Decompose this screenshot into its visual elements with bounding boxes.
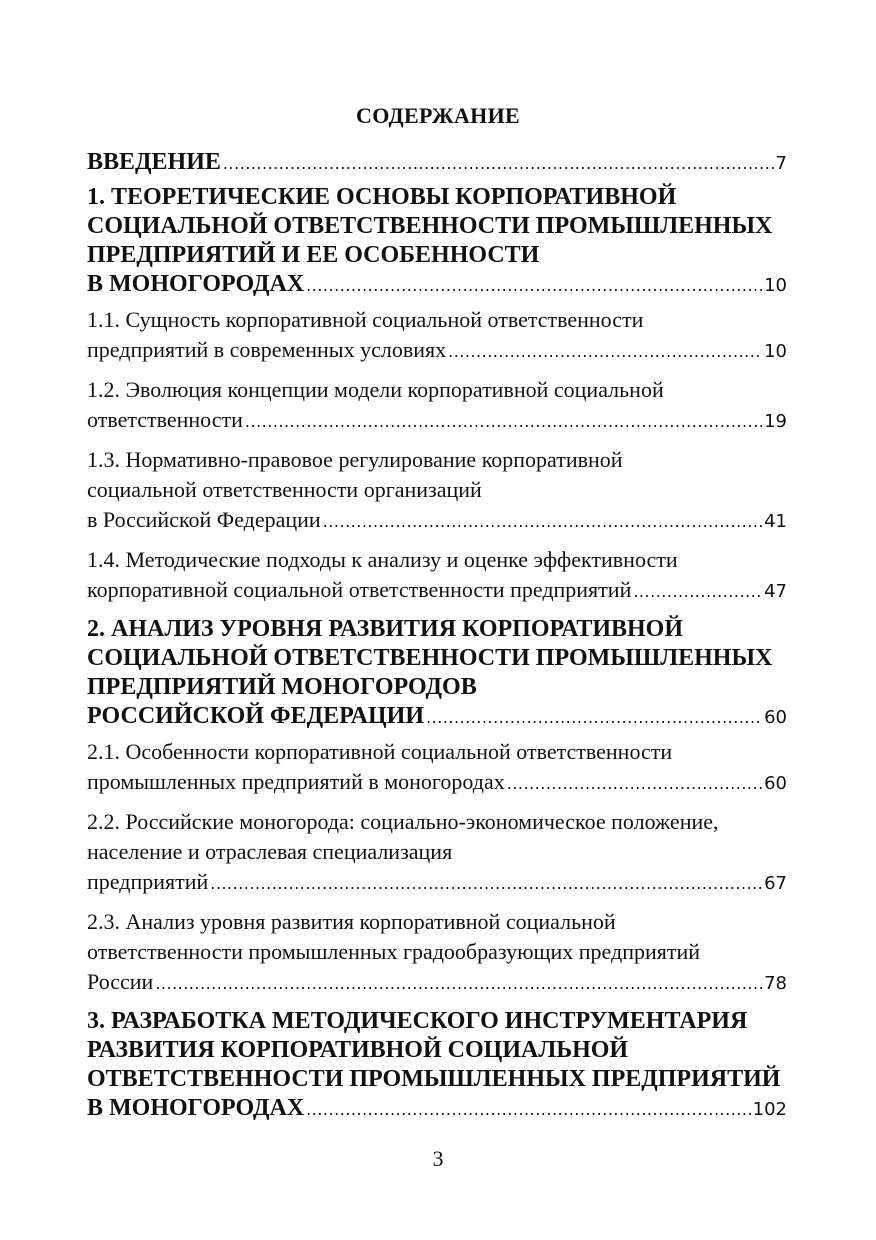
toc-entry-title-tail: в Российской Федерации (87, 507, 321, 532)
toc-entry-last-line (87, 702, 787, 732)
toc-page-number: 19 (764, 411, 787, 432)
dot-leader (306, 271, 762, 300)
toc-entry-last-line (87, 148, 787, 178)
toc-page-number: 7 (775, 153, 787, 174)
toc-entry[interactable] (87, 183, 787, 300)
toc-entry-line: 3. РАЗРАБОТКА МЕТОДИЧЕСКОГО ИНСТРУМЕНТАРИЯ (87, 1008, 748, 1034)
toc-entry-line: ПРЕДПРИЯТИЙ МОНОГОРОДОВ (87, 674, 477, 700)
toc-entry-last-line (87, 967, 787, 999)
toc-entry-line: 2.1. Особенности корпоративной социальной ответственности (87, 739, 673, 764)
toc-entry[interactable] (87, 148, 787, 178)
dot-leader (306, 1095, 750, 1124)
dot-leader (155, 969, 762, 999)
toc-entry-line: ПРЕДПРИЯТИЙ И ЕЕ ОСОБЕННОСТИ (87, 242, 540, 268)
page-number: 3 (432, 1146, 444, 1171)
dot-leader (507, 769, 762, 799)
toc-entry-title-tail: ВВЕДЕНИЕ (87, 149, 221, 175)
toc-entry[interactable] (87, 545, 787, 607)
toc-entry[interactable] (87, 737, 787, 799)
toc-entry[interactable] (87, 375, 787, 437)
toc-entry-last-line (87, 575, 787, 607)
dot-leader (223, 149, 774, 178)
table-of-contents (87, 148, 787, 1129)
toc-entry[interactable] (87, 305, 787, 367)
toc-entry-title-tail: корпоративной социальной ответственности предприятий (87, 577, 632, 602)
dot-leader (426, 703, 762, 732)
toc-entry-line: 1.3. Нормативно-правовое регулирование корпоративной (87, 447, 623, 472)
toc-entry-title-tail: В МОНОГОРОДАХ (87, 1095, 305, 1121)
toc-entry-line: СОЦИАЛЬНОЙ ОТВЕТСТВЕННОСТИ ПРОМЫШЛЕННЫХ (87, 645, 773, 671)
toc-entry-line: РАЗВИТИЯ КОРПОРАТИВНОЙ СОЦИАЛЬНОЙ (87, 1037, 629, 1063)
toc-entry-line: 2. АНАЛИЗ УРОВНЯ РАЗВИТИЯ КОРПОРАТИВНОЙ (87, 616, 684, 642)
toc-page-number: 67 (764, 873, 787, 894)
toc-entry-line: ответственности промышленных градообразующих предприятий (87, 939, 701, 964)
toc-entry-title-tail: предприятий (87, 869, 209, 894)
toc-entry-line: 2.2. Российские моногорода: социально-экономическое положение, (87, 809, 719, 834)
dot-leader (323, 507, 762, 537)
toc-entry-line: население и отраслевая специализация (87, 839, 453, 864)
toc-entry[interactable] (87, 807, 787, 899)
dot-leader (210, 869, 762, 899)
toc-page-number: 78 (764, 973, 787, 994)
toc-entry-line: 1.1. Сущность корпоративной социальной ответственности (87, 307, 644, 332)
dot-leader (633, 577, 762, 607)
toc-entry-line: СОЦИАЛЬНОЙ ОТВЕТСТВЕННОСТИ ПРОМЫШЛЕННЫХ (87, 213, 773, 239)
dot-leader (448, 337, 762, 367)
toc-entry-title-tail: предприятий в современных условиях (87, 337, 447, 362)
toc-entry[interactable] (87, 445, 787, 537)
toc-page-number: 10 (764, 275, 787, 296)
toc-entry-line: ОТВЕТСТВЕННОСТИ ПРОМЫШЛЕННЫХ ПРЕДПРИЯТИЙ (87, 1066, 781, 1092)
toc-entry-last-line (87, 505, 787, 537)
toc-entry[interactable] (87, 1007, 787, 1124)
toc-page-number: 60 (764, 707, 787, 728)
page-title: СОДЕРЖАНИЕ (356, 103, 520, 128)
toc-page-number: 60 (764, 773, 787, 794)
toc-entry-last-line (87, 335, 787, 367)
toc-entry-line: 1.4. Методические подходы к анализу и оценке эффективности (87, 547, 678, 572)
dot-leader (245, 407, 762, 437)
toc-page-number: 10 (764, 341, 787, 362)
toc-entry-title-tail: ответственности (87, 407, 243, 432)
toc-page-number: 47 (764, 581, 787, 602)
toc-entry-last-line (87, 1094, 787, 1124)
toc-entry-line: 2.3. Анализ уровня развития корпоративной социальной (87, 909, 616, 934)
toc-entry-line: 1. ТЕОРЕТИЧЕСКИЕ ОСНОВЫ КОРПОРАТИВНОЙ (87, 184, 677, 210)
toc-entry-last-line (87, 270, 787, 300)
toc-entry-last-line (87, 867, 787, 899)
toc-entry-title-tail: РОССИЙСКОЙ ФЕДЕРАЦИИ (87, 703, 425, 729)
toc-entry[interactable] (87, 907, 787, 999)
toc-entry-title-tail: России (87, 969, 154, 994)
toc-entry-last-line (87, 405, 787, 437)
toc-page-number: 102 (752, 1099, 787, 1120)
toc-entry[interactable] (87, 615, 787, 732)
toc-entry-line: 1.2. Эволюция концепции модели корпоративной социальной (87, 377, 664, 402)
toc-entry-title-tail: В МОНОГОРОДАХ (87, 271, 305, 297)
toc-entry-last-line (87, 767, 787, 799)
toc-page-number: 41 (764, 511, 787, 532)
toc-entry-title-tail: промышленных предприятий в моногородах (87, 769, 505, 794)
toc-entry-line: социальной ответственности организаций (87, 477, 482, 502)
